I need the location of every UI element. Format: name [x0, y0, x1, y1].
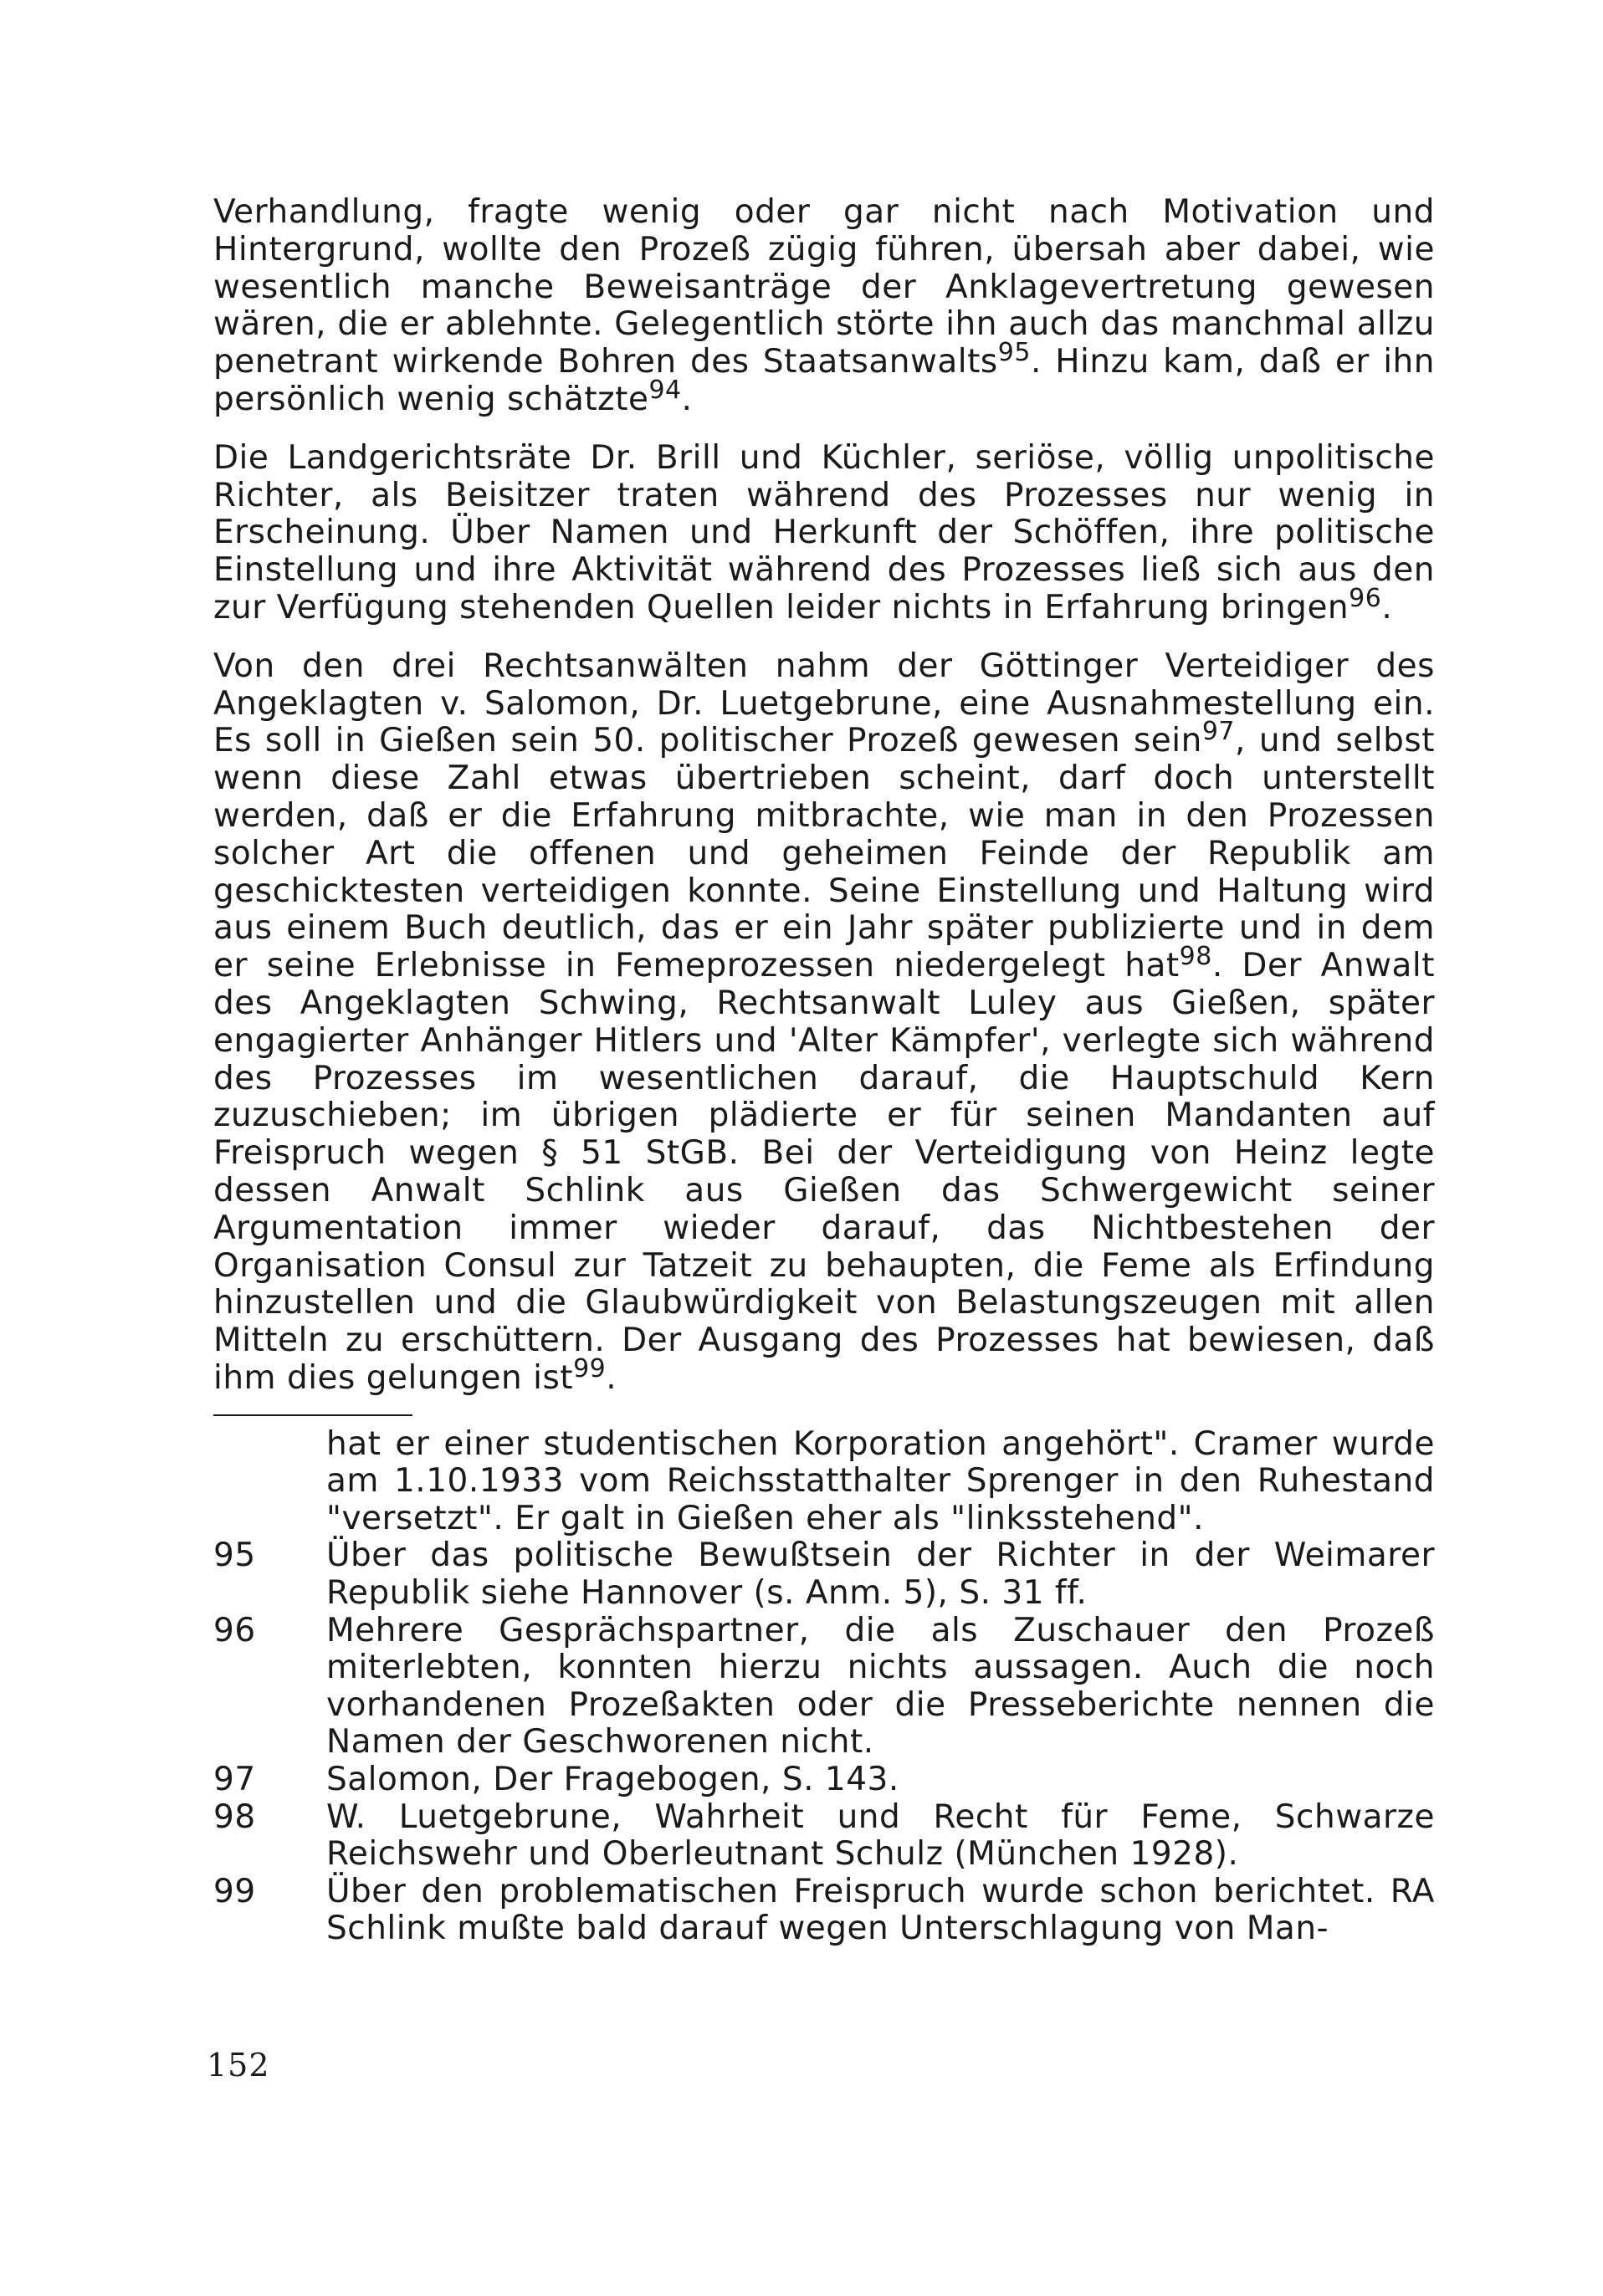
paragraph-1: [213, 194, 1435, 419]
paragraph-3: [213, 648, 1435, 1398]
footnote-text: hat er einer studentischen Korporation angehört". Cramer wurde am 1.10.1933 vom Reichsstatthalter Sprenger in den Ruhestand "versetzt". Er galt in Gießen eher als "linksstehend".: [326, 1424, 1435, 1537]
footnote-number: 97: [213, 1761, 256, 1799]
paragraph-2-text: Die Landgerichtsräte Dr. Brill und Küchler, seriöse, völlig unpolitische Richter, als Beisitzer traten während des Prozesses nur wenig in Erscheinung. Über Namen und Herkunft der Schöffen, ihre politische Einstellung und ihre Aktivität während des Prozesses ließ sich aus den zur Verfügung stehenden Quellen leider nichts in Erfahrung bringen: [213, 438, 1435, 626]
footnote-96: [213, 1613, 1435, 1762]
footnote-ref-95: 95: [997, 338, 1031, 368]
paragraph-3-text: Von den drei Rechtsanwälten nahm der Göttinger Verteidiger des Angeklagten v. Salomon, Dr. Luetgebrune, eine Ausnahmestellung ein. Es soll in Gießen sein 50. politischer Prozeß gewesen sein: [213, 647, 1435, 760]
footnote-98: [213, 1799, 1435, 1874]
paragraph-3-end: .: [606, 1358, 617, 1397]
footnote-97: [213, 1762, 1435, 1799]
footnote-ref-94: 94: [648, 375, 682, 405]
footnote-continuation: [213, 1426, 1435, 1538]
footnote-number: 96: [213, 1611, 256, 1649]
paragraph-1-text-cont: . Hinzu kam, daß er ihn persönlich wenig schätzte: [213, 343, 1435, 418]
footnote-ref-96: 96: [1349, 583, 1382, 613]
footnote-95: [213, 1537, 1435, 1612]
footnote-ref-99: 99: [573, 1353, 607, 1383]
page-number: 152: [207, 2047, 270, 2084]
paragraph-2: [213, 440, 1435, 627]
page-body: [213, 194, 1435, 1948]
footnote-number: [213, 1426, 326, 1538]
footnote-99: [213, 1874, 1435, 1948]
footnotes: [213, 1426, 1435, 1948]
footnote-divider: [213, 1414, 412, 1416]
paragraph-2-end: .: [1381, 588, 1393, 626]
footnote-number: 99: [213, 1872, 256, 1910]
paragraph-1-end: .: [681, 380, 693, 418]
footnote-ref-98: 98: [1179, 942, 1212, 972]
footnote-text: Über den problematischen Freispruch wurde schon berichtet. RA Schlink mußte bald darauf wegen Unterschlagung von Man-: [326, 1872, 1435, 1948]
paragraph-1-text: Verhandlung, fragte wenig oder gar nicht nach Motivation und Hintergrund, wollte den Prozeß zügig führen, übersah aber dabei, wie wesentlich manche Beweisanträge der Anklagevertretung gewesen wären, die er ablehnte. Gelegentlich störte ihn auch das manchmal allzu penetrant wirkende Bohren des Staatsanwalts: [213, 193, 1435, 381]
footnote-number: 95: [213, 1537, 256, 1575]
paragraph-3-text-cont: , und selbst wenn diese Zahl etwas übertrieben scheint, darf doch unterstellt werden, daß er die Erfahrung mitbrachte, wie man in den Prozessen solcher Art die offenen und geheimen Feinde der Republik am geschicktesten verteidigen konnte. Seine Einstellung und Haltung wird aus einem Buch deutlich, das er ein Jahr später publizierte und in dem er seine Erlebnisse in Femeprozessen niedergelegt hat: [213, 722, 1435, 985]
footnote-text: Salomon, Der Fragebogen, S. 143.: [326, 1761, 899, 1799]
footnote-text: Über das politische Bewußtsein der Richter in der Weimarer Republik siehe Hannover (s. Anm. 5), S. 31 ff.: [326, 1537, 1435, 1613]
footnote-number: 98: [213, 1797, 256, 1836]
footnote-ref-97: 97: [1201, 717, 1236, 747]
footnote-text: W. Luetgebrune, Wahrheit und Recht für Feme, Schwarze Reichswehr und Oberleutnant Schulz (München 1928).: [326, 1797, 1435, 1874]
footnote-text: Mehrere Gesprächspartner, die als Zuschauer den Prozeß miterlebten, konnten hierzu nichts aussagen. Auch die noch vorhandenen Prozeßakten oder die Presseberichte nennen die Namen der Geschworenen nicht.: [326, 1611, 1435, 1762]
paragraph-3-text-cont-2: . Der Anwalt des Angeklagten Schwing, Rechtsanwalt Luley aus Gießen, später engagierter Anhänger Hitlers und 'Alter Kämpfer', verlegte sich während des Prozesses im wesentlichen darauf, die Hauptschuld Kern zuzuschieben; im übrigen plädierte er für seinen Mandanten auf Freispruch wegen § 51 StGB. Bei der Verteidigung von Heinz legte dessen Anwalt Schlink aus Gießen das Schwergewicht seiner Argumentation immer wieder darauf, das Nichtbestehen der Organisation Consul zur Tatzeit zu behaupten, die Feme als Erfindung hinzustellen und die Glaubwürdigkeit von Belastungszeugen mit allen Mitteln zu erschüttern. Der Ausgang des Prozesses hat bewiesen, daß ihm dies gelungen ist: [213, 947, 1435, 1397]
